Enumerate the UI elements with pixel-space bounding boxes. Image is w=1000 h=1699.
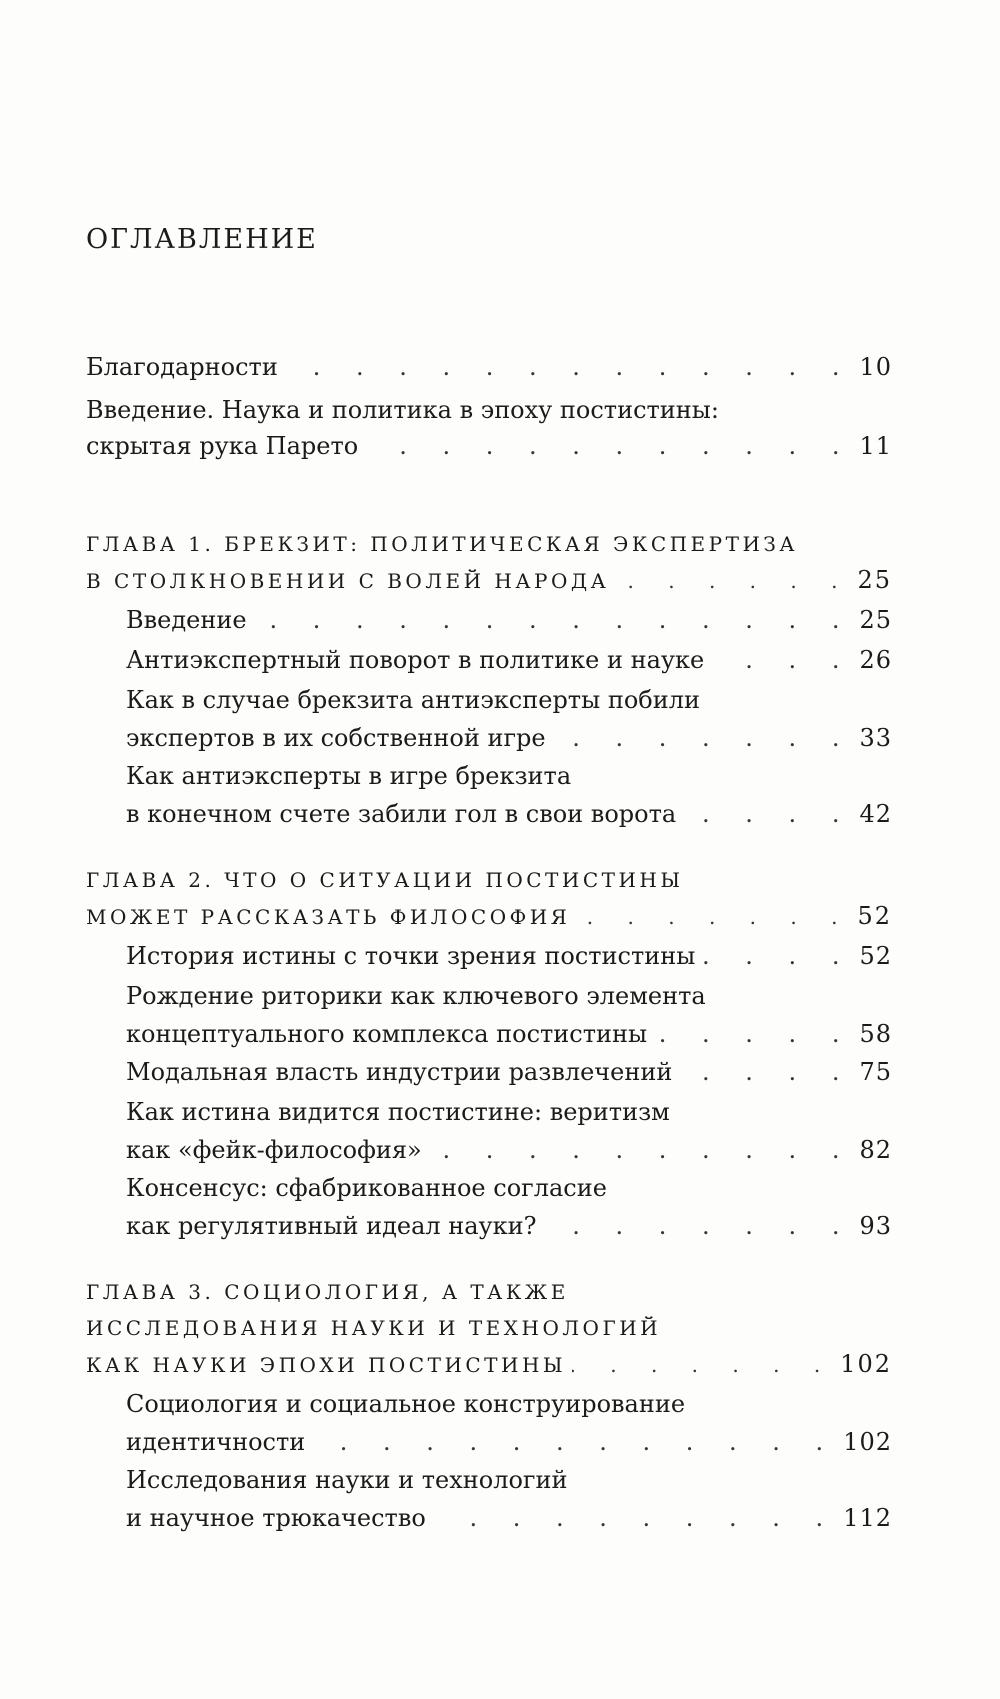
dot-leader bbox=[311, 1424, 837, 1460]
dot-leader bbox=[576, 899, 851, 935]
dot-leader bbox=[701, 938, 853, 974]
chapter-heading-line: В СТОЛКНОВЕНИИ С ВОЛЕЙ НАРОДА bbox=[86, 569, 610, 593]
page-number: 52 bbox=[859, 942, 892, 970]
section-title-line: История истины с точки зрения постистины bbox=[126, 942, 696, 970]
section-title-line: как «фейк-философия» bbox=[126, 1136, 422, 1164]
dot-leader bbox=[678, 1054, 853, 1090]
dot-leader bbox=[364, 428, 853, 464]
dot-leader bbox=[682, 796, 853, 832]
dot-leader bbox=[710, 642, 853, 678]
section-title-line: Как истина видится постистине: веритизм bbox=[126, 1098, 670, 1126]
chapter-heading-line: ГЛАВА 3. СОЦИОЛОГИЯ, А ТАКЖЕ bbox=[86, 1280, 569, 1304]
section-title-line: Как антиэксперты в игре брекзита bbox=[126, 762, 572, 790]
dot-leader bbox=[653, 1016, 853, 1052]
chapter-heading-line: ГЛАВА 2. ЧТО О СИТУАЦИИ ПОСТИСТИНЫ bbox=[86, 868, 684, 892]
dot-leader bbox=[543, 1208, 854, 1244]
page-number: 42 bbox=[859, 800, 892, 828]
section-title-line: экспертов в их собственной игре bbox=[126, 724, 546, 752]
page-number: 52 bbox=[857, 902, 892, 930]
chapter-heading-line: ИССЛЕДОВАНИЯ НАУКИ И ТЕХНОЛОГИЙ bbox=[86, 1316, 662, 1340]
section-title-line: Как в случае брекзита антиэксперты побили bbox=[126, 686, 700, 714]
section-title-line: Исследования науки и технологий bbox=[126, 1466, 568, 1494]
page-title: ОГЛАВЛЕНИЕ bbox=[86, 224, 318, 255]
dot-leader bbox=[432, 1500, 837, 1536]
chapter-heading-line: МОЖЕТ РАССКАЗАТЬ ФИЛОСОФИЯ bbox=[86, 905, 571, 929]
page-number: 25 bbox=[857, 566, 892, 594]
entry-title-line: Благодарности bbox=[86, 353, 278, 381]
section-title-line: идентичности bbox=[126, 1428, 306, 1456]
section-title-line: Социология и социальное конструирование bbox=[126, 1390, 686, 1418]
dot-leader bbox=[253, 602, 854, 638]
page-number: 58 bbox=[859, 1020, 892, 1048]
chapter-heading-line: КАК НАУКИ ЭПОХИ ПОСТИСТИНЫ bbox=[86, 1353, 567, 1377]
page-number: 33 bbox=[859, 724, 892, 752]
page-number: 93 bbox=[859, 1212, 892, 1240]
section-title-line: в конечном счете забили гол в свои ворота bbox=[126, 800, 677, 828]
page-number: 10 bbox=[859, 353, 892, 381]
page-number: 102 bbox=[843, 1428, 892, 1456]
section-title-line: Модальная власть индустрии развлечений bbox=[126, 1058, 673, 1086]
page-number: 82 bbox=[859, 1136, 892, 1164]
chapter-heading-line: ГЛАВА 1. БРЕКЗИТ: ПОЛИТИЧЕСКАЯ ЭКСПЕРТИЗА bbox=[86, 532, 799, 556]
section-title-line: Рождение риторики как ключевого элемента bbox=[126, 982, 706, 1010]
page-number: 75 bbox=[859, 1058, 892, 1086]
page-number: 112 bbox=[843, 1504, 892, 1532]
page-number: 25 bbox=[859, 606, 892, 634]
section-title-line: Консенсус: сфабрикованное согласие bbox=[126, 1174, 607, 1202]
section-title-line: концептуального комплекса постистины bbox=[126, 1020, 648, 1048]
dot-leader bbox=[284, 349, 854, 385]
page-number: 26 bbox=[859, 646, 892, 674]
page-number: 11 bbox=[859, 432, 892, 460]
dot-leader bbox=[572, 1347, 834, 1383]
section-title-line: и научное трюкачество bbox=[126, 1504, 426, 1532]
section-title-line: как регулятивный идеал науки? bbox=[126, 1212, 537, 1240]
entry-title-line: скрытая рука Парето bbox=[86, 432, 359, 460]
page-number: 102 bbox=[840, 1350, 892, 1378]
dot-leader bbox=[615, 563, 851, 599]
section-title-line: Антиэкспертный поворот в политике и науке bbox=[126, 646, 705, 674]
dot-leader bbox=[428, 1132, 854, 1168]
section-title-line: Введение bbox=[126, 606, 247, 634]
entry-title-line: Введение. Наука и политика в эпоху постистины: bbox=[86, 396, 719, 424]
dot-leader bbox=[552, 720, 854, 756]
